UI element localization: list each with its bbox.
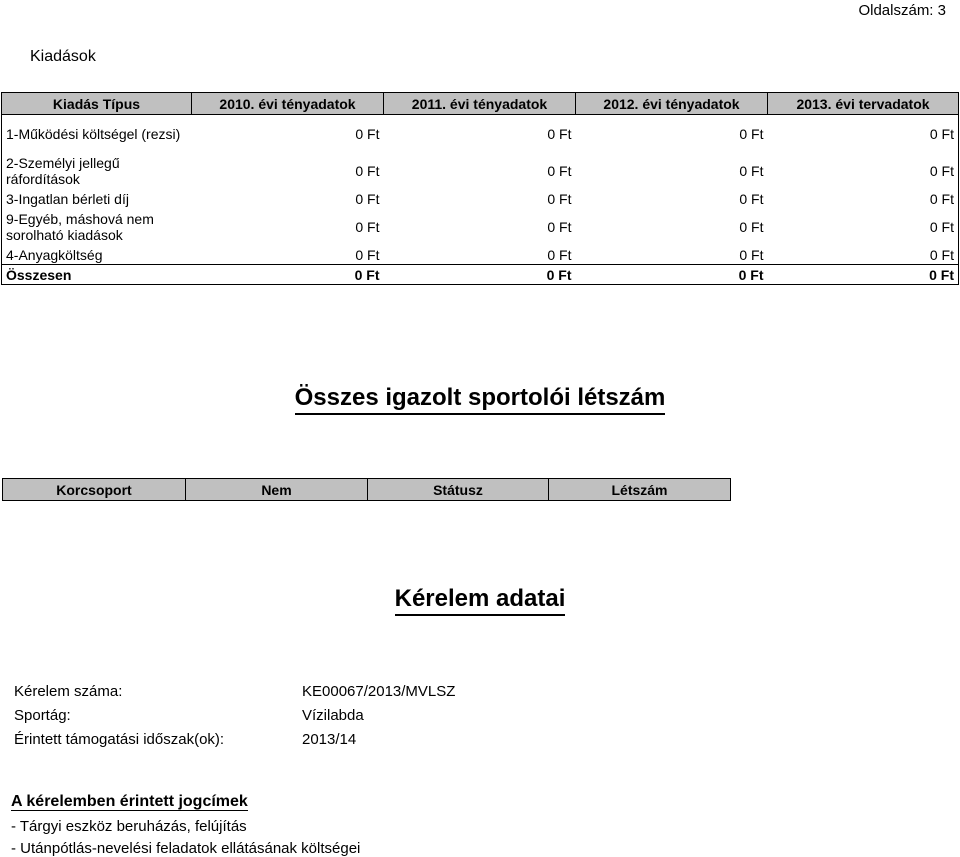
legal-titles-heading-text: A kérelemben érintett jogcímek <box>11 793 248 810</box>
athletes-table <box>2 478 731 501</box>
list-item: - Tárgyi eszköz beruházás, felújítás <box>11 818 247 835</box>
cell-value: 0 Ft <box>929 219 954 235</box>
row-label: 1-Működési költségel (rezsi) <box>6 126 181 142</box>
cell-value: 0 Ft <box>547 163 572 179</box>
column-header-2013: 2013. évi tervadatok <box>768 93 959 115</box>
cell-value: 0 Ft <box>355 219 380 235</box>
cell-value: 0 Ft <box>355 126 380 142</box>
table-row <box>2 208 959 245</box>
total-value: 0 Ft <box>384 265 576 285</box>
field-label: Sportág: <box>14 707 71 724</box>
cell-value: 0 Ft <box>739 247 764 263</box>
cell-value: 0 Ft <box>929 163 954 179</box>
column-header-2010: 2010. évi tényadatok <box>192 93 384 115</box>
athletes-header-row <box>3 479 731 501</box>
total-value: 0 Ft <box>576 265 768 285</box>
cell-value: 0 Ft <box>547 126 572 142</box>
total-label: Összesen <box>2 265 192 285</box>
expenses-table <box>1 92 959 285</box>
column-header-2012: 2012. évi tényadatok <box>576 93 768 115</box>
cell-value: 0 Ft <box>355 191 380 207</box>
expenses-section-title: Kiadások <box>30 48 96 65</box>
legal-titles-heading <box>11 793 248 811</box>
cell-value: 0 Ft <box>547 247 572 263</box>
row-label: 9-Egyéb, máshová nem sorolható kiadások <box>6 211 154 243</box>
cell-value: 0 Ft <box>739 126 764 142</box>
cell-value: 0 Ft <box>547 191 572 207</box>
field-value: 2013/14 <box>302 731 357 748</box>
column-header-status: Státusz <box>368 479 549 501</box>
total-value: 0 Ft <box>768 265 959 285</box>
column-header-expense-type: Kiadás Típus <box>2 93 192 115</box>
list-item: - Utánpótlás-nevelési feladatok ellátásának költségei <box>11 840 361 857</box>
field-label: Kérelem száma: <box>14 683 123 700</box>
cell-value: 0 Ft <box>547 219 572 235</box>
cell-value: 0 Ft <box>929 126 954 142</box>
expenses-header-row <box>2 93 959 115</box>
athletes-heading <box>0 384 960 415</box>
field-value: Vízilabda <box>302 707 364 724</box>
table-row <box>2 152 959 189</box>
row-label: 2-Személyi jellegű ráfordítások <box>6 155 120 187</box>
cell-value: 0 Ft <box>929 191 954 207</box>
request-heading <box>0 585 960 616</box>
cell-value: 0 Ft <box>739 163 764 179</box>
row-label: 4-Anyagköltség <box>6 247 103 263</box>
field-label: Érintett támogatási időszak(ok): <box>14 731 225 748</box>
total-row <box>2 265 959 285</box>
column-header-gender: Nem <box>186 479 368 501</box>
column-header-headcount: Létszám <box>549 479 731 501</box>
table-row <box>2 115 959 153</box>
table-row <box>2 245 959 265</box>
athletes-heading-text: Összes igazolt sportolói létszám <box>295 384 666 415</box>
cell-value: 0 Ft <box>929 247 954 263</box>
cell-value: 0 Ft <box>355 247 380 263</box>
cell-value: 0 Ft <box>739 191 764 207</box>
field-value: KE00067/2013/MVLSZ <box>302 683 456 700</box>
row-label: 3-Ingatlan bérleti díj <box>6 191 129 207</box>
total-value: 0 Ft <box>192 265 384 285</box>
page-number: Oldalszám: 3 <box>858 2 946 19</box>
cell-value: 0 Ft <box>739 219 764 235</box>
table-row <box>2 189 959 208</box>
column-header-age-group: Korcsoport <box>3 479 186 501</box>
column-header-2011: 2011. évi tényadatok <box>384 93 576 115</box>
request-heading-text: Kérelem adatai <box>395 585 566 616</box>
cell-value: 0 Ft <box>355 163 380 179</box>
